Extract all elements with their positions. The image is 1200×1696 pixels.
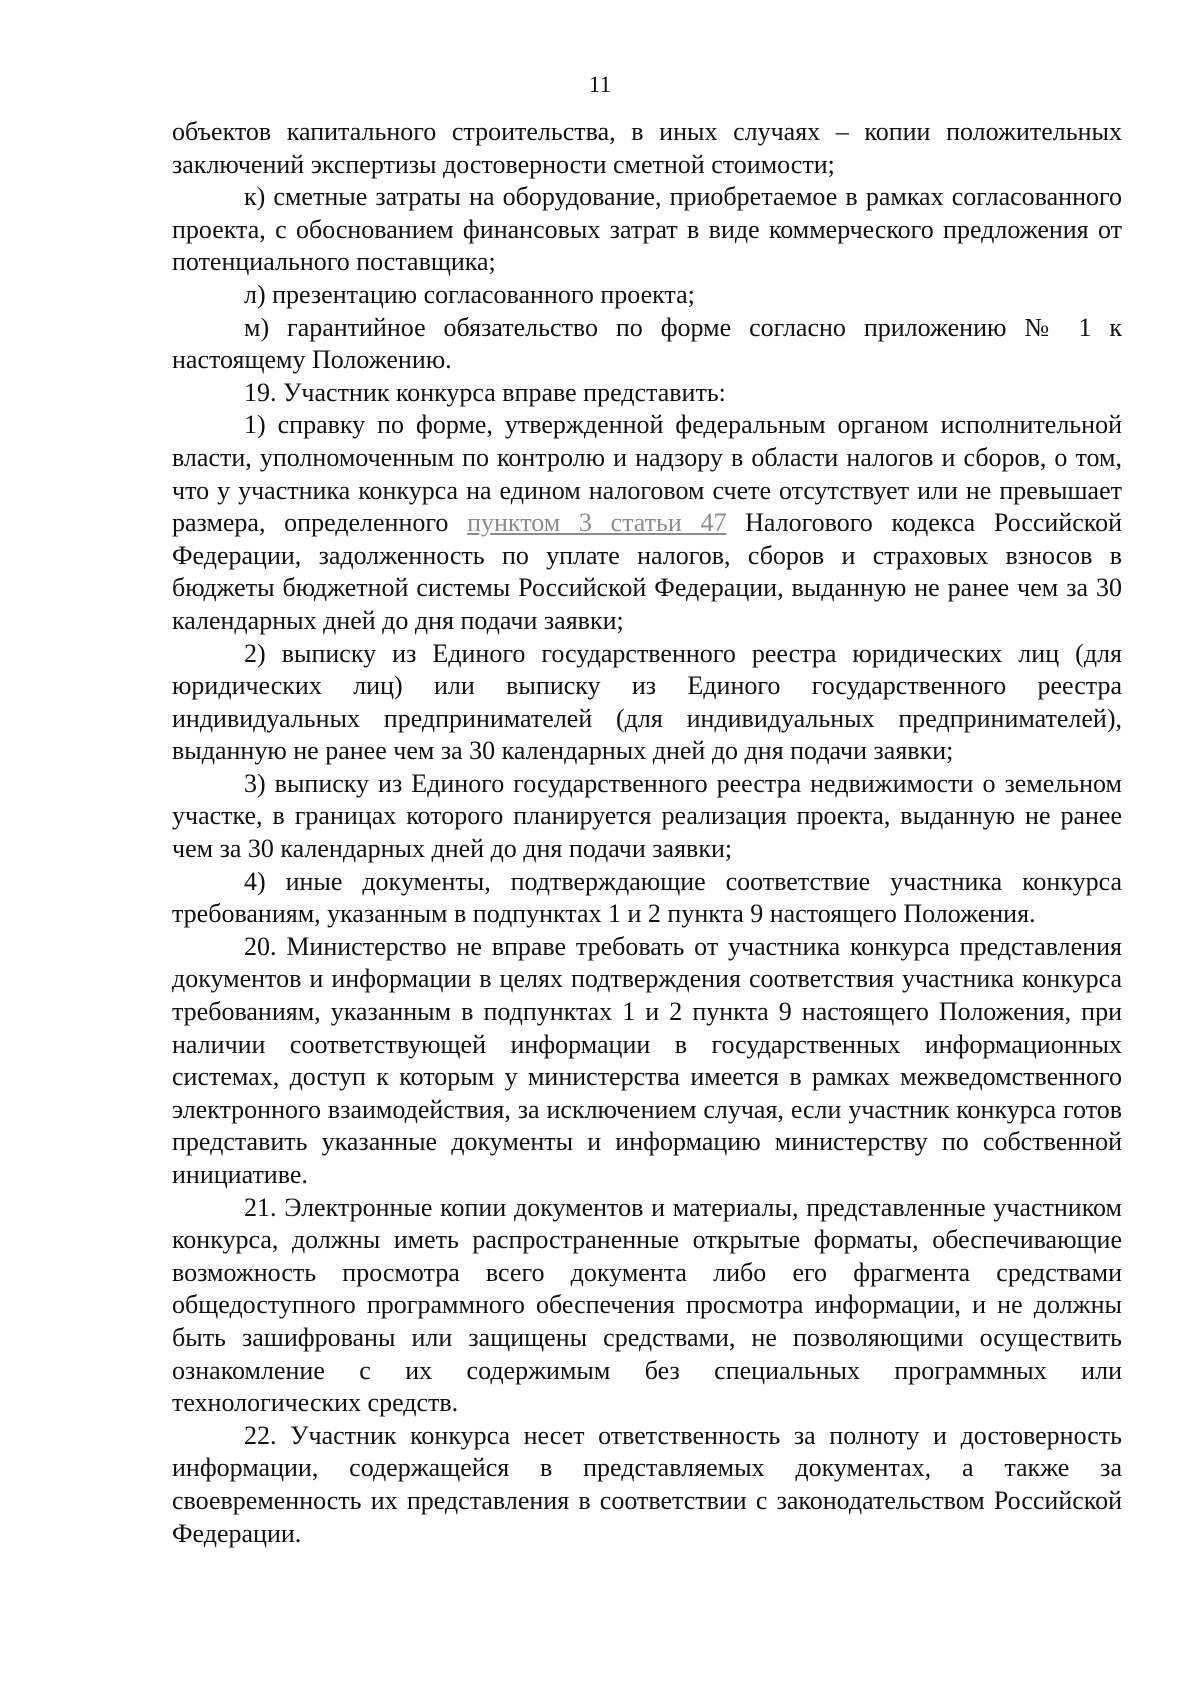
paragraph-clause-19: 19. Участник конкурса вправе представить:	[244, 377, 726, 407]
paragraph-text: 1) справку по форме, утвержденной федеральным органом исполнительной власти, уполномоченным по контролю и надзору в области налогов и сборов, о том, что у участника конкурса на едином налоговом счете отсутствует или не превышает размера, определенного	[172, 410, 1122, 538]
paragraph-clause-19-item-1	[172, 409, 1122, 637]
tax-code-link[interactable]: пунктом 3 статьи 47	[467, 508, 727, 538]
page-number: 11	[588, 72, 612, 97]
paragraph-clause-19-item-4: 4) иные документы, подтверждающие соответствие участника конкурса требованиям, указанным в подпунктах 1 и 2 пункта 9 настоящего Положения.	[172, 866, 1122, 929]
paragraph-clause-21: 21. Электронные копии документов и материалы, представленные участником конкурса, должны иметь распространенные открытые форматы, обеспечивающие возможность просмотра всего документа либо его фрагмента средствами общедоступного программного обеспечения просмотра информации, и не должны быть зашифрованы или защищены средствами, не позволяющими осуществить ознакомление с их содержимым без специальных программных или технологических средств.	[172, 1192, 1122, 1418]
paragraph-text: Налогового кодекса Российской Федерации, задолженность по уплате налогов, сборов и страховых взносов в бюджеты бюджетной системы Российской Федерации, выданную не ранее чем за 30 календарных дней до дня подачи заявки;	[172, 508, 1122, 635]
paragraph-clause-19-item-3: 3) выписку из Единого государственного реестра недвижимости о земельном участке, в границах которого планируется реализация проекта, выданную не ранее чем за 30 календарных дней до дня подачи заявки;	[172, 768, 1122, 864]
paragraph-item-m: м) гарантийное обязательство по форме согласно приложению № 1 к настоящему Положению.	[172, 312, 1122, 375]
paragraph-clause-19-item-2: 2) выписку из Единого государственного реестра юридических лиц (для юридических лиц) или выписку из Единого государственного реестра индивидуальных предпринимателей (для индивидуальных предпринимателей), выданную не ранее чем за 30 календарных дней до дня подачи заявки;	[172, 638, 1122, 766]
paragraph-clause-20: 20. Министерство не вправе требовать от участника конкурса представления документов и информации в целях подтверждения соответствия участника конкурса требованиям, указанным в подпунктах 1 и 2 пункта 9 настоящего Положения, при наличии соответствующей информации в государственных информационных системах, доступ к которым у министерства имеется в рамках межведомственного электронного взаимодействия, за исключением случая, если участник конкурса готов представить указанные документы и информацию министерству по собственной инициативе.	[172, 931, 1122, 1189]
paragraph-item-l: л) презентацию согласованного проекта;	[244, 279, 695, 309]
document-body	[172, 116, 1122, 1550]
paragraph-item-k: к) сметные затраты на оборудование, приобретаемое в рамках согласованного проекта, с обоснованием финансовых затрат в виде коммерческого предложения от потенциального поставщика;	[172, 182, 1122, 277]
paragraph-continuation: объектов капитального строительства, в иных случаях – копии положительных заключений экспертизы достоверности сметной стоимости;	[172, 117, 1122, 179]
paragraph-clause-22: 22. Участник конкурса несет ответственность за полноту и достоверность информации, содержащейся в представляемых документах, а также за своевременность их представления в соответствии с законодательством Российской Федерации.	[172, 1420, 1122, 1548]
